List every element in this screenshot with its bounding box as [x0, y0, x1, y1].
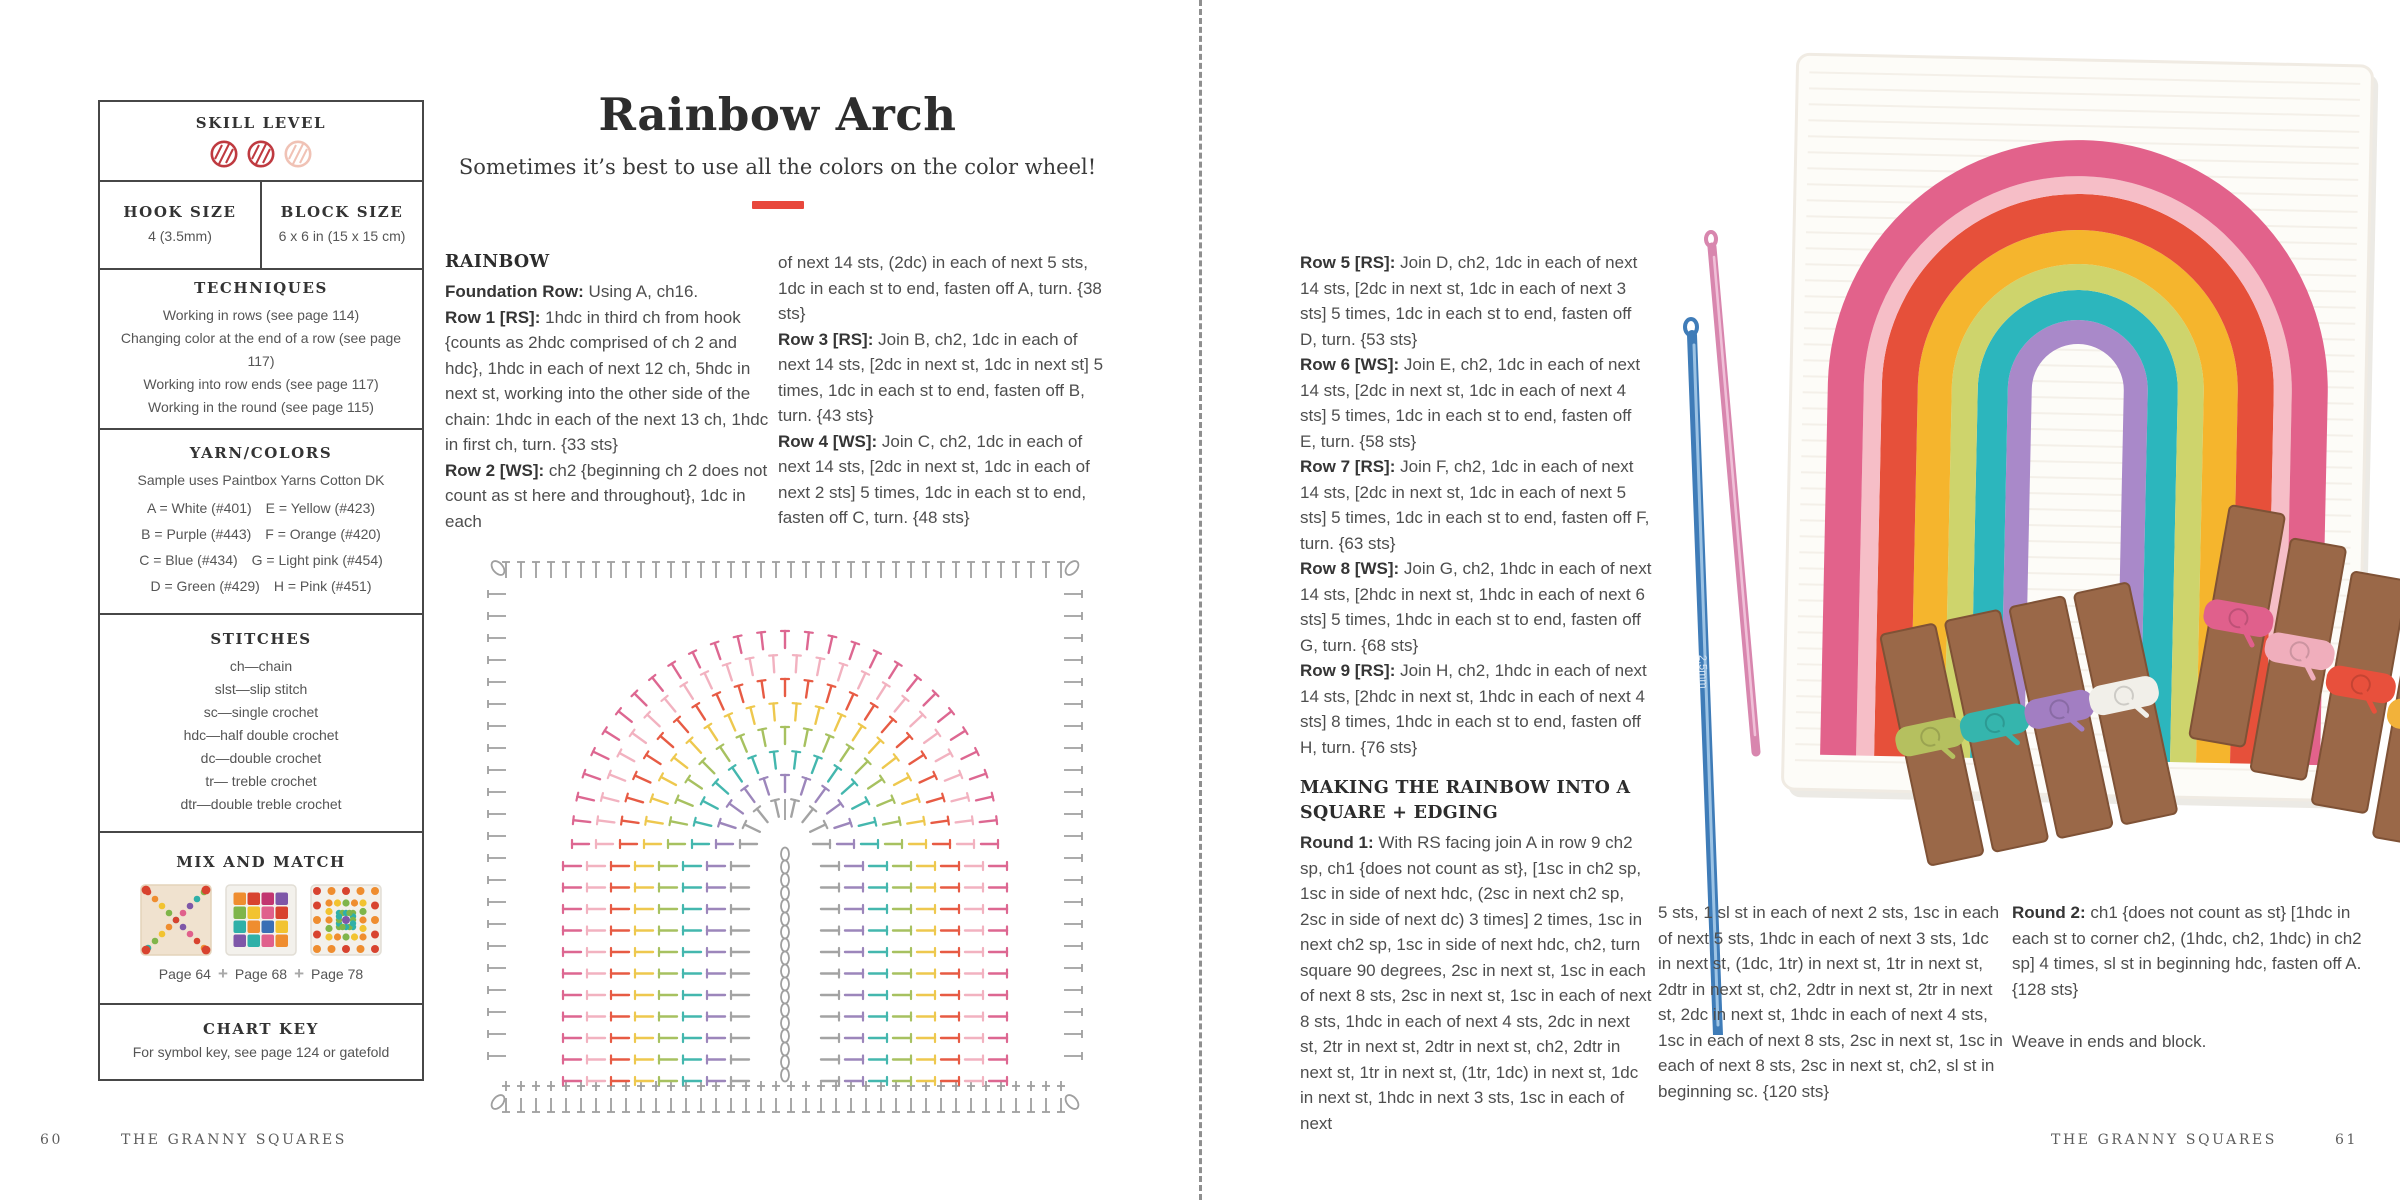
- mix-and-match-thumbnails: [140, 884, 382, 956]
- mix-page-ref: Page 64: [158, 965, 211, 982]
- footer-right: [2051, 1132, 2358, 1148]
- yarn-ball-rating-icons: [205, 139, 317, 169]
- chart-key-title: CHART KEY: [203, 1020, 319, 1038]
- hook-size-title: HOOK SIZE: [123, 202, 237, 221]
- mix-and-match-pages: [159, 964, 363, 984]
- list-item: dc—double crochet: [200, 750, 322, 766]
- pattern-paragraph: 5 sts, 1 sl st in each of next 2 sts, 1sc in each of next 5 sts, 1hdc in each of next 3 sts, 1dc in next st, (1dc, 1tr) in next st, 1tr in next st, 2dtr in next st, ch2, 2dtr in next st, 2tr in next st, 2dc in next st, 1hdc in each of next 4 sts, 1sc in each of next 8 sts, 2sc in next st, 1sc in each of next 8 sts, 2sc in next st, ch2, sl st in beginning sc. {120 sts}: [1658, 903, 2003, 1101]
- pattern-paragraph: Row 3 [RS]: Join B, ch2, 1dc in each of next 14 sts, [2dc in next st, 1dc in next st] 5 times, 1dc in each st to end, fasten off B, turn. {43 sts}: [778, 329, 1104, 425]
- pattern-header: [445, 88, 1110, 209]
- pattern-text-column-5: [2012, 900, 2364, 1055]
- list-item: ch—chain: [229, 658, 293, 674]
- pattern-paragraph: Row 4 [WS]: Join C, ch2, 1dc in each of next 14 sts, [2dc in next st, 1dc in each of next 2 sts] 5 times, 1dc in each st to end, fasten off C, turn. {48 sts}: [778, 431, 1090, 527]
- yarn-legend-row: C = Blue (#434) G = Light pink (#454): [139, 552, 383, 568]
- hook-size-value: 4 (3.5mm): [148, 227, 212, 244]
- mix-and-match-title: MIX AND MATCH: [176, 852, 346, 871]
- yarn-note: Sample uses Paintbox Yarns Cotton DK: [137, 472, 385, 488]
- yarn-legend: [139, 495, 383, 599]
- block-size-title: BLOCK SIZE: [280, 202, 404, 221]
- list-item: tr— treble crochet: [205, 773, 317, 789]
- list-item: sc—single crochet: [203, 704, 319, 720]
- mix-page-ref: Page 68: [234, 965, 288, 982]
- list-item: Changing color at the end of a row (see page 117): [120, 330, 402, 369]
- pattern-text-column-4: [1658, 900, 2006, 1104]
- yarn-colors-title: YARN/COLORS: [189, 444, 333, 462]
- chart-key-text: For symbol key, see page 124 or gatefold: [132, 1044, 390, 1060]
- pattern-paragraph: Row 9 [RS]: Join H, ch2, 1hdc in each of next 14 sts, [2hdc in next st, 1hdc in each of next 4 sts] 8 times, 1hdc in each st to end, fasten off H, turn. {76 sts}: [1300, 661, 1647, 757]
- yarn-legend-row: D = Green (#429) H = Pink (#451): [150, 578, 372, 594]
- skill-level-title: SKILL LEVEL: [195, 113, 327, 132]
- pattern-paragraph: Row 7 [RS]: Join F, ch2, 1dc in each of next 14 sts, [2dc in next st, 1dc in each of next 5 sts] 5 times, 1dc in each st to end, fasten off F, turn. {63 sts}: [1300, 457, 1650, 553]
- block-size-value: 6 x 6 in (15 x 15 cm): [278, 227, 406, 244]
- square-thumbnail-page-68: [225, 884, 297, 956]
- size-section: [100, 182, 422, 270]
- block-size-cell: [260, 182, 422, 268]
- chart-key-section: [100, 1005, 422, 1079]
- pattern-text-column-1: [445, 250, 777, 534]
- list-item: Working in rows (see page 114): [162, 307, 360, 323]
- pattern-paragraph: Round 2: ch1 {does not count as st} [1hdc in each st to corner ch2, (1hdc, ch2, 1hdc) in ch2 sp] 4 times, sl st in beginning hdc, fasten off A. {128 sts}: [2012, 903, 2362, 999]
- pattern-info-box: [98, 100, 424, 1081]
- pattern-paragraph: Row 1 [RS]: 1hdc in third ch from hook {counts as 2hdc comprised of ch 2 and hdc}, 1hdc in each of next 12 ch, 5hdc in next st, working into the other side of the chain: 1hdc in each of the next 13 ch, 1hdc in first ch, turn. {33 sts}: [445, 307, 769, 454]
- pattern-text-column-3: [1300, 250, 1652, 1136]
- list-item: Working in the round (see page 115): [148, 399, 374, 415]
- page-number: 60: [40, 1132, 64, 1148]
- square-thumbnail-page-78: [310, 884, 382, 956]
- mix-and-match-section: [100, 833, 422, 1005]
- pattern-paragraph: Row 6 [WS]: Join E, ch2, 1dc in each of next 14 sts, [2dc in next st, 1dc in each of next 4 sts] 5 times, 1dc in each st to end, fasten off E, turn. {58 sts}: [1300, 355, 1641, 451]
- list-item: Working into row ends (see page 117): [143, 376, 379, 392]
- rainbow-square-photo: [1655, 35, 2400, 1035]
- chart-leg-stitches: [563, 862, 1007, 1085]
- techniques-section: [100, 270, 422, 430]
- techniques-list: [110, 304, 412, 419]
- yarn-legend-row: B = Purple (#443) F = Orange (#420): [141, 526, 381, 542]
- pattern-paragraph: Row 2 [WS]: ch2 {beginning ch 2 does not count as st here and throughout}, 1dc in each: [445, 460, 768, 531]
- chart-foundation-chain: [781, 799, 789, 1082]
- section-heading: RAINBOW: [445, 252, 550, 272]
- plus-icon: +: [294, 963, 305, 983]
- pattern-paragraph: Foundation Row: Using A, ch16.: [445, 282, 699, 301]
- stitches-list: [180, 655, 341, 816]
- pattern-paragraph: Round 1: With RS facing join A in row 9 ch2 sp, ch1 {does not count as st}, [1sc in ch2 sp, 1sc in side of next hdc, (2sc in next ch2 sp, 2sc in side of next dc) 3 times] 2 times, 1sc in next ch2 sp, 1sc in side of next hdc, ch2, turn square 90 degrees, 2sc in next st, 1sc in each of next 8 sts, 2sc in next st, 1sc in each of next 8 sts, 1hdc in each of next 4 sts, 2dc in next st, 2tr in next st, 2dtr in next st, ch2, 2dtr in next st, 1tr in next st, (1tr, 1dc) in next st, 1dc in next st, 1hdc in next 3 sts, 1sc in each of next: [1300, 833, 1652, 1133]
- mix-page-ref: Page 78: [311, 965, 364, 982]
- page-subtitle: Sometimes it’s best to use all the colors on the color wheel!: [458, 155, 1097, 179]
- crochet-symbol-chart: [480, 552, 1090, 1114]
- page-title: Rainbow Arch: [598, 88, 957, 141]
- pattern-paragraph: Row 5 [RS]: Join D, ch2, 1dc in each of next 14 sts, [2dc in next st, 1dc in each of next 3 sts] 5 times, 1dc in each st to end, fasten off D, turn. {53 sts}: [1300, 253, 1638, 349]
- yarn-colors-section: [100, 430, 422, 615]
- list-item: slst—slip stitch: [214, 681, 308, 697]
- yarn-legend-row: A = White (#401) E = Yellow (#423): [146, 500, 376, 516]
- pattern-paragraph: Row 8 [WS]: Join G, ch2, 1hdc in each of next 14 sts, [2hdc in next st, 1hdc in each of next 6 sts] 5 times, 1hdc in each st to end, fasten off G, turn. {68 sts}: [1300, 559, 1652, 655]
- pattern-text-column-2: [778, 250, 1112, 531]
- list-item: dtr—double treble crochet: [180, 796, 342, 812]
- square-thumbnail-page-64: [140, 884, 212, 956]
- svg-text:2.5mm: 2.5mm: [1696, 654, 1710, 689]
- stitches-section: [100, 615, 422, 833]
- page-gutter-divider: [1199, 0, 1202, 1200]
- pattern-paragraph: of next 14 sts, (2dc) in each of next 5 sts, 1dc in each st to end, fasten off A, turn. {38 sts}: [778, 253, 1102, 323]
- accent-divider: [752, 201, 804, 209]
- techniques-title: TECHNIQUES: [194, 279, 328, 297]
- list-item: hdc—half double crochet: [183, 727, 339, 743]
- footer-title: THE GRANNY SQUARES: [2051, 1132, 2277, 1148]
- plus-icon: +: [217, 963, 228, 983]
- pattern-paragraph: Weave in ends and block.: [2012, 1032, 2207, 1051]
- section-heading: MAKING THE RAINBOW INTO A SQUARE + EDGING: [1300, 778, 1631, 823]
- footer-title: THE GRANNY SQUARES: [121, 1132, 347, 1148]
- footer-left: [40, 1132, 347, 1148]
- skill-level-section: [100, 102, 422, 182]
- hook-size-cell: [100, 182, 260, 268]
- page-number: 61: [2334, 1132, 2358, 1148]
- stitches-title: STITCHES: [210, 630, 312, 648]
